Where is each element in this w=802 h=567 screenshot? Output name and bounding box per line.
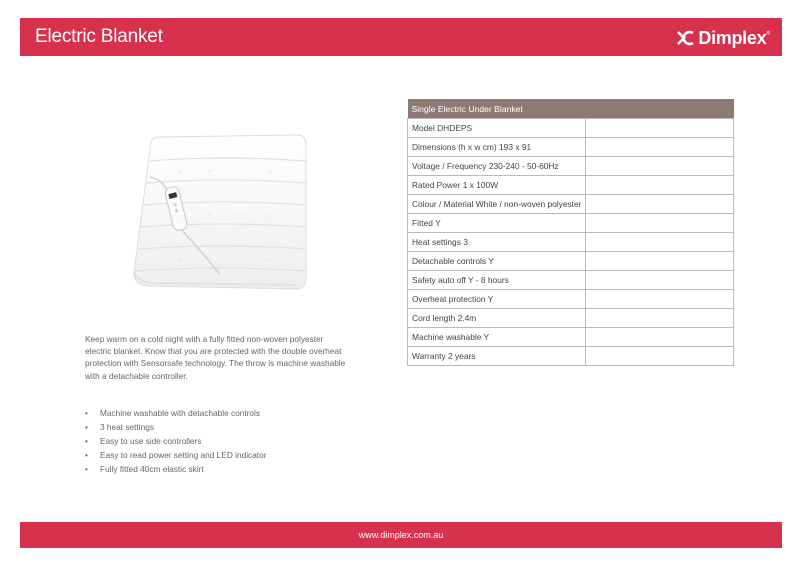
table-row	[408, 195, 734, 214]
bullet-icon: •	[85, 408, 88, 418]
spec-cell: Detachable controls Y	[408, 252, 586, 271]
spec-cell: Warranty 2 years	[408, 347, 586, 366]
table-row	[408, 328, 734, 347]
feature-item: • Machine washable with detachable controls	[85, 408, 261, 418]
dimplex-logo: Dimplex ®	[676, 27, 770, 49]
table-row	[408, 214, 734, 233]
spec-cell: Rated Power 1 x 100W	[408, 176, 586, 195]
spec-cell: Heat settings 3	[408, 233, 586, 252]
table-row	[408, 119, 734, 138]
feature-item: • 3 heat settings	[85, 422, 154, 432]
spec-table-header: Single Electric Under Blanket	[408, 99, 734, 119]
dimplex-logo-icon	[676, 30, 696, 46]
table-row	[408, 290, 734, 309]
spec-cell: Overheat protection Y	[408, 290, 586, 309]
spec-cell: Safety auto off Y - 8 hours	[408, 271, 586, 290]
feature-item: • Easy to read power setting and LED indicator	[85, 450, 267, 460]
feature-item: • Easy to use side controllers	[85, 436, 202, 446]
bullet-icon: •	[85, 450, 88, 460]
table-row	[408, 138, 734, 157]
bullet-icon: •	[85, 464, 88, 474]
electric-blanket-image	[120, 125, 320, 295]
table-row	[408, 347, 734, 366]
table-row	[408, 309, 734, 328]
feature-item: • Fully fitted 40cm elastic skirt	[85, 464, 204, 474]
spec-cell: Dimensions (h x w cm) 193 x 91	[408, 138, 586, 157]
footer-bar	[20, 522, 782, 548]
spec-table	[407, 99, 734, 366]
feature-list	[85, 406, 267, 476]
footer-url-link[interactable]: www.dimplex.com.au	[358, 530, 444, 540]
electric-blanket-photo-icon	[120, 125, 320, 295]
spec-cell: Model DHDEPS	[408, 119, 586, 138]
table-row	[408, 157, 734, 176]
page-title: Electric Blanket	[35, 26, 163, 47]
table-row	[408, 233, 734, 252]
table-row	[408, 252, 734, 271]
spec-cell: Machine washable Y	[408, 328, 586, 347]
spec-cell: Cord length 2.4m	[408, 309, 586, 328]
logo-text: Dimplex	[698, 27, 767, 48]
bullet-icon: •	[85, 422, 88, 432]
spec-cell: Fitted Y	[408, 214, 586, 233]
bullet-icon: •	[85, 436, 88, 446]
table-row	[408, 271, 734, 290]
spec-cell: Colour / Material White / non-woven polyester	[408, 195, 586, 214]
spec-cell: Voltage / Frequency 230-240 - 50-60Hz	[408, 157, 586, 176]
header-bar	[20, 18, 782, 56]
table-row	[408, 176, 734, 195]
product-description: Keep warm on a cold night with a fully fitted non-woven polyester electric blanket. Know that you are protected with the double overheat protection with Sensorsafe technology. The throw is machine washable with a detachable controller.	[85, 334, 346, 381]
